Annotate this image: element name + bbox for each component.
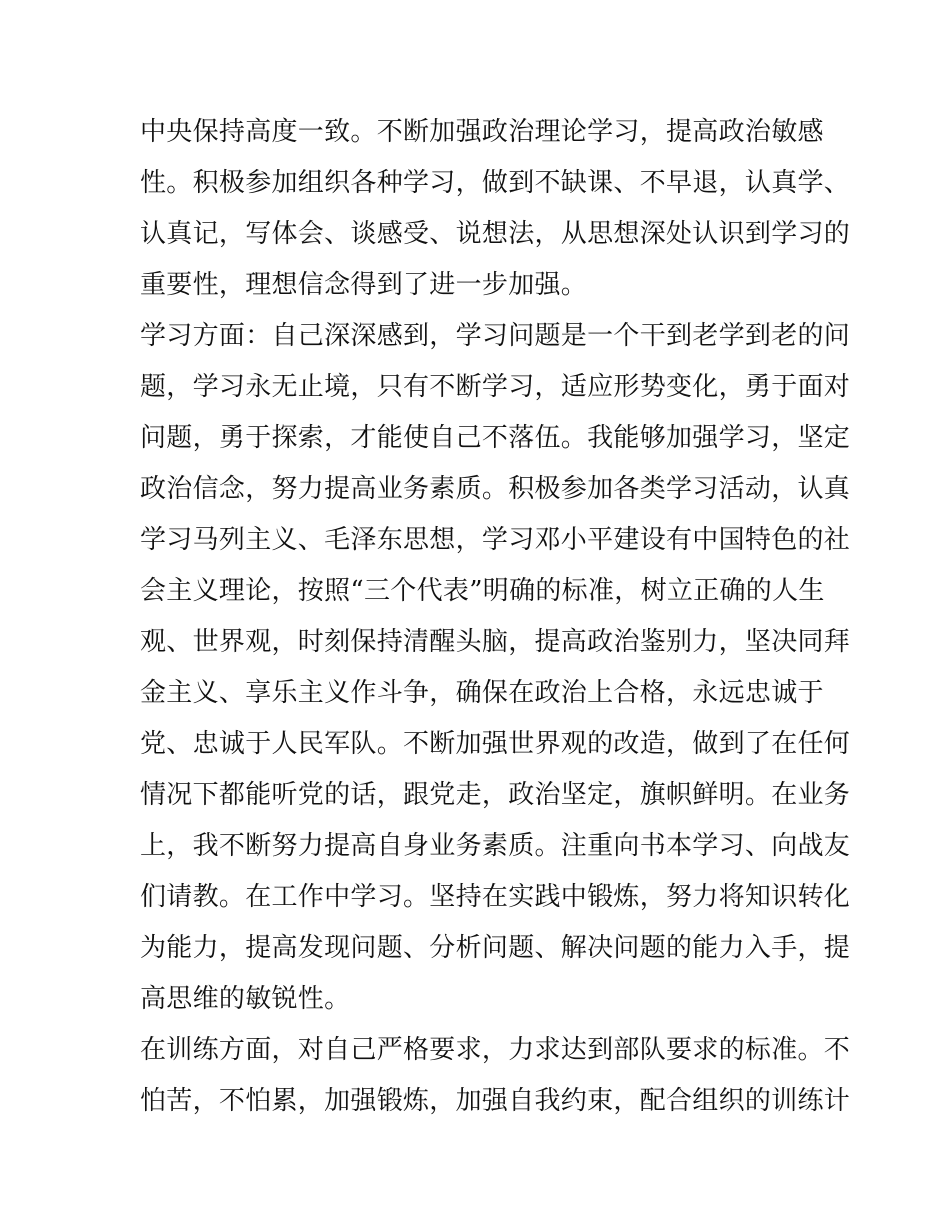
text-line: 们请教。在工作中学习。坚持在实践中锻炼，努力将知识转化 [140,882,851,912]
text-line: 中央保持高度一致。不断加强政治理论学习，提高政治敏感 [140,117,824,147]
text-line: 学习方面：自己深深感到，学习问题是一个干到老学到老的问 [140,321,851,351]
text-line: 怕苦，不怕累，加强锻炼，加强自我约束，配合组织的训练计 [140,1086,851,1116]
paragraph-1 [140,107,851,311]
paragraph-2 [140,311,851,1025]
document-body [140,107,851,1127]
text-line: 题，学习永无止境，只有不断学习，适应形势变化，勇于面对 [140,372,851,402]
text-line: 观、世界观，时刻保持清醒头脑，提高政治鉴别力，坚决同拜 [140,627,851,657]
text-line: 性。积极参加组织各种学习，做到不缺课、不早退，认真学、 [140,168,851,198]
text-line: 情况下都能听党的话，跟党走，政治坚定，旗帜鲜明。在业务 [140,780,851,810]
text-line: 政治信念，努力提高业务素质。积极参加各类学习活动，认真 [140,474,851,504]
text-line: 上，我不断努力提高自身业务素质。注重向书本学习、向战友 [140,831,851,861]
text-line: 学习马列主义、毛泽东思想，学习邓小平建设有中国特色的社 [140,525,851,555]
text-line: 会主义理论，按照“三个代表”明确的标准，树立正确的人生 [140,576,825,606]
text-line: 党、忠诚于人民军队。不断加强世界观的改造，做到了在任何 [140,729,851,759]
text-line: 金主义、享乐主义作斗争，确保在政治上合格，永远忠诚于 [140,678,824,708]
paragraph-3 [140,1025,851,1127]
text-line: 在训练方面，对自己严格要求，力求达到部队要求的标准。不 [140,1035,851,1065]
text-line: 问题，勇于探索，才能使自己不落伍。我能够加强学习，坚定 [140,423,851,453]
text-line: 为能力，提高发现问题、分析问题、解决问题的能力入手，提 [140,933,851,963]
text-line: 高思维的敏锐性。 [140,984,351,1014]
text-line: 认真记，写体会、谈感受、说想法，从思想深处认识到学习的 [140,219,851,249]
text-line: 重要性，理想信念得到了进一步加强。 [140,270,588,300]
